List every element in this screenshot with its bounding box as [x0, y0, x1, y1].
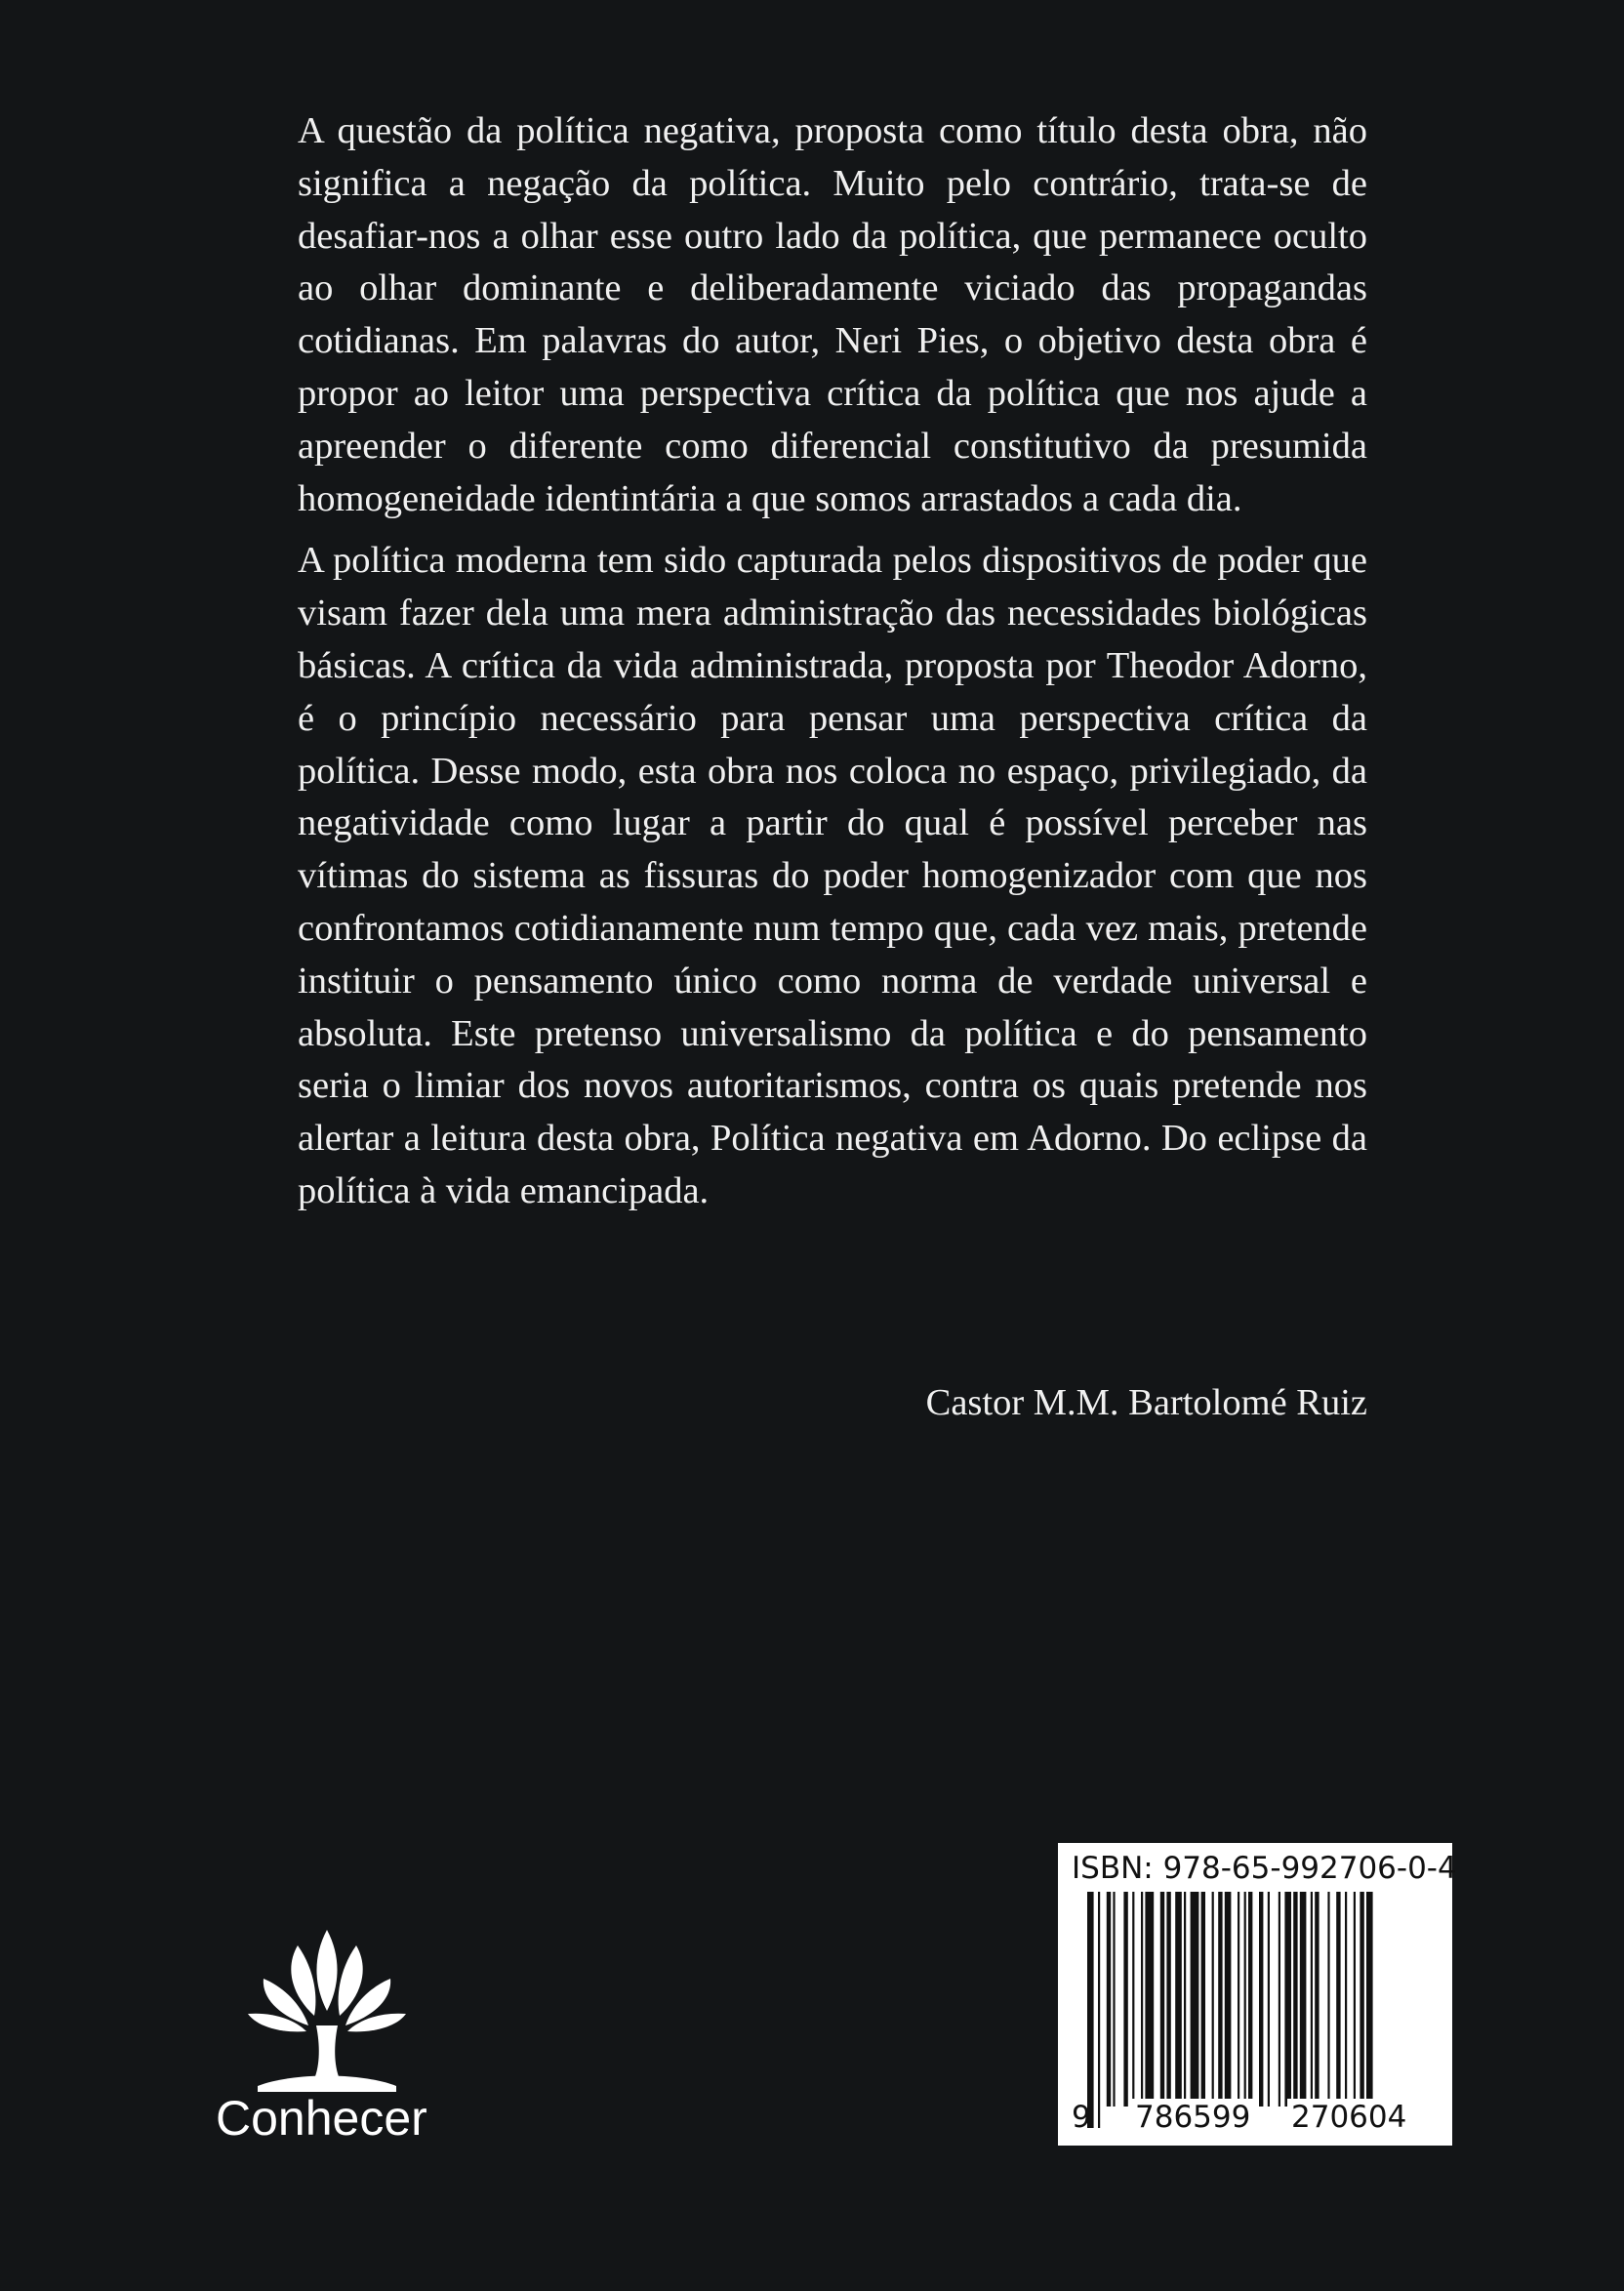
barcode-bar: [1336, 1892, 1340, 2107]
barcode-bar: [1354, 1892, 1356, 2107]
barcode-bar: [1201, 1892, 1205, 2107]
barcode-bar: [1259, 1892, 1263, 2107]
barcode-bar: [1366, 1892, 1373, 2128]
author-signature: Castor M.M. Bartolomé Ruiz: [925, 1382, 1367, 1423]
barcode-bar: [1244, 1892, 1246, 2107]
barcode-bar: [1218, 1892, 1222, 2107]
barcode-bar: [1293, 1892, 1297, 2107]
barcode-bar: [1184, 1892, 1186, 2107]
barcode-bar: [1311, 1892, 1313, 2107]
barcode-bar: [1145, 1892, 1154, 2107]
barcode-bar: [1212, 1892, 1214, 2107]
barcode-bar: [1123, 1892, 1127, 2107]
isbn-label: ISBN: 978-65-992706-0-4: [1072, 1851, 1457, 1886]
barcode-bar: [1175, 1892, 1182, 2107]
synopsis-paragraph-2: A política moderna tem sido capturada pelos dispositivos de poder que visam fazer dela uma mera administração das necessidades biológicas básicas. A crítica da vida administrada, proposta por Theodor Adorno, é o princípio necessário para pensar uma perspectiva crítica da política. Desse modo, esta obra nos coloca no espaço, privilegiado, da negatividade como lugar a partir do qual é possível perceber nas vítimas do sistema as fissuras do poder homogenizador com que nos confrontamos cotidianamente num tempo que, cada vez mais, pretende instituir o pensamento único como norma de verdade universal e absoluta. Este pretenso universalismo da política e do pensamento seria o limiar dos novos autoritarismos, contra os quais pretende nos alertar a leitura desta obra, Política negativa em Adorno. Do eclipse da política à vida emancipada.: [298, 540, 1367, 1211]
barcode-bar: [1238, 1892, 1239, 2107]
barcode-bar: [1098, 1892, 1100, 2128]
barcode-bar: [1132, 1892, 1134, 2107]
barcode-bar: [1225, 1892, 1232, 2128]
barcode-bar: [1360, 1892, 1363, 2107]
barcode-digit-first: 9: [1072, 2100, 1091, 2135]
barcode-bar: [1113, 1892, 1115, 2107]
barcode-bar: [1300, 1892, 1307, 2107]
barcode-bar: [1191, 1892, 1199, 2107]
barcode-bar: [1327, 1892, 1329, 2107]
barcode-bar: [1345, 1892, 1347, 2107]
barcode-digits-left: 786599: [1131, 2099, 1254, 2136]
synopsis-paragraph-1: A questão da política negativa, proposta como título desta obra, não significa a negação da política. Muito pelo contrário, trata-se de desafiar-nos a olhar esse outro lado da política, que permanece oculto ao olhar dominante e deliberadamente viciado das propagandas cotidianas. Em palavras do autor, Neri Pies, o objetivo desta obra é propor ao leitor uma perspectiva crítica da política que nos ajude a apreender o diferente como diferencial constitutivo da presumida homogeneidade identintária a que somos arrastados a cada dia.: [298, 110, 1367, 519]
barcode-bar: [1279, 1892, 1280, 2107]
barcode-bar: [1160, 1892, 1164, 2107]
barcode-digits-right: 270604: [1287, 2099, 1410, 2136]
tree-logo-icon: [244, 1918, 410, 2094]
barcode-bar: [1141, 1892, 1143, 2107]
barcode-bar: [1087, 1892, 1094, 2128]
barcode-bar: [1166, 1892, 1170, 2107]
barcode-bar: [1315, 1892, 1319, 2107]
publisher-name: Conhecer: [216, 2091, 427, 2146]
isbn-barcode: [1058, 1843, 1457, 2146]
publisher-logo: [210, 1918, 444, 2162]
barcode-bar: [1284, 1892, 1291, 2107]
synopsis-text: [298, 105, 1367, 1228]
barcode-bar: [1268, 1892, 1270, 2107]
barcode-bar: [1107, 1892, 1111, 2107]
barcode-bar: [1248, 1892, 1252, 2107]
